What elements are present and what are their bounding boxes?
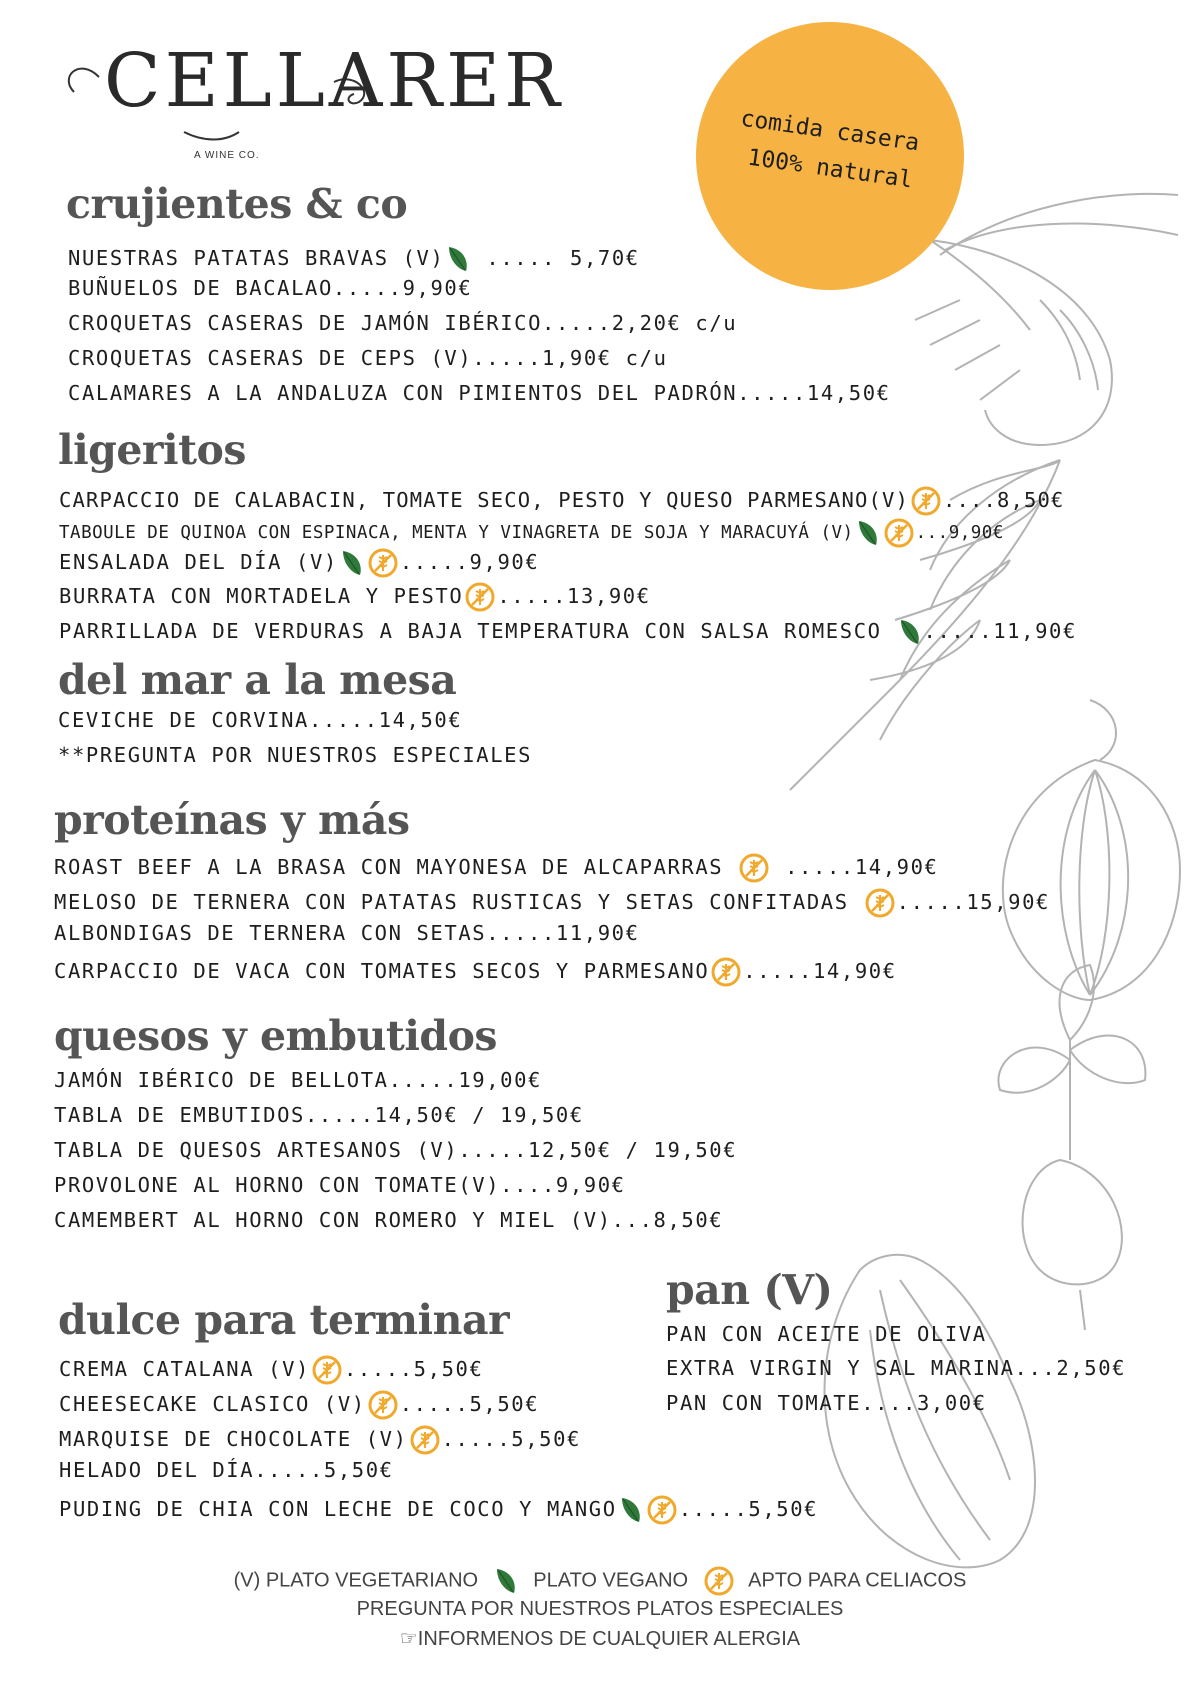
gluten-free-icon	[865, 888, 895, 918]
legend-line-3: ☞INFORMENOS DE CUALQUIER ALERGIA	[399, 1628, 801, 1650]
gluten-free-icon	[368, 548, 398, 578]
section-title-crujientes: crujientes & co	[66, 180, 408, 228]
menu-item: ROAST BEEF A LA BRASA CON MAYONESA DE ALCAPARRAS .....14,90€	[54, 853, 938, 883]
brand-name: CELLARER	[104, 38, 564, 124]
menu-item: PROVOLONE AL HORNO CON TOMATE(V)....9,90€	[54, 1173, 626, 1197]
legend-celiac: APTO PARA CELIACOS	[748, 1569, 967, 1592]
menu-item: HELADO DEL DÍA.....5,50€	[59, 1458, 394, 1482]
menu-item: CHEESECAKE CLASICO (V) .....5,50€	[59, 1390, 539, 1420]
section-title-pan: pan (V)	[666, 1266, 833, 1314]
menu-item: PUDING DE CHIA CON LECHE DE COCO Y MANGO .....5,50€	[59, 1495, 818, 1525]
vegan-leaf-icon	[898, 617, 922, 647]
beet-drawing	[998, 965, 1145, 1330]
vegan-leaf-icon	[446, 244, 470, 274]
vegan-leaf-icon	[856, 518, 880, 548]
menu-item: **PREGUNTA POR NUESTROS ESPECIALES	[58, 743, 533, 767]
section-title-quesos: quesos y embutidos	[54, 1012, 498, 1060]
section-title-dulce: dulce para terminar	[58, 1296, 510, 1344]
gluten-free-icon	[465, 582, 495, 612]
section-title-mar: del mar a la mesa	[58, 656, 457, 704]
menu-item: TABLA DE EMBUTIDOS.....14,50€ / 19,50€	[54, 1103, 584, 1127]
gluten-free-icon	[711, 957, 741, 987]
menu-item: ENSALADA DEL DÍA (V) .....9,90€	[59, 548, 539, 578]
menu-item: CROQUETAS CASERAS DE CEPS (V).....1,90€ c/u	[68, 346, 668, 370]
vegan-leaf-icon	[340, 548, 364, 578]
legend-vegan: PLATO VEGANO	[533, 1569, 689, 1592]
menu-item: ALBONDIGAS DE TERNERA CON SETAS.....11,90€	[54, 921, 640, 945]
section-title-proteinas: proteínas y más	[54, 796, 410, 844]
gluten-free-icon	[884, 518, 914, 548]
shrimp-drawing	[915, 194, 1178, 445]
menu-item: PAN CON ACEITE DE OLIVA	[666, 1322, 987, 1346]
gluten-free-icon	[739, 853, 769, 883]
legend-vegetarian: (V) PLATO VEGETARIANO	[233, 1569, 479, 1592]
homemade-badge	[696, 22, 964, 290]
menu-item: CEVICHE DE CORVINA.....14,50€	[58, 708, 463, 732]
menu-item: TABOULE DE QUINOA CON ESPINACA, MENTA Y VINAGRETA DE SOJA Y MARACUYÁ (V) ...9,90€	[59, 518, 1004, 548]
legend-line-1	[0, 1566, 1200, 1596]
legend-line-2: PREGUNTA POR NUESTROS PLATOS ESPECIALES	[356, 1598, 844, 1620]
section-title-ligeritos: ligeritos	[58, 426, 246, 474]
vegan-leaf-icon	[494, 1566, 518, 1596]
menu-item: CREMA CATALANA (V) .....5,50€	[59, 1355, 483, 1385]
brand-tagline: A WINE CO.	[194, 150, 260, 161]
menu-item: BUÑUELOS DE BACALAO.....9,90€	[68, 276, 473, 300]
gluten-free-icon	[911, 486, 941, 516]
menu-item: NUESTRAS PATATAS BRAVAS (V) ..... 5,70€	[68, 244, 640, 274]
menu-item: TABLA DE QUESOS ARTESANOS (V).....12,50€ / 19,50€	[54, 1138, 738, 1162]
gluten-free-icon	[704, 1566, 734, 1596]
gluten-free-icon	[312, 1355, 342, 1385]
gluten-free-icon	[368, 1390, 398, 1420]
vegan-leaf-icon	[619, 1495, 643, 1525]
menu-item: BURRATA CON MORTADELA Y PESTO .....13,90€	[59, 582, 651, 612]
menu-item: EXTRA VIRGIN Y SAL MARINA...2,50€	[666, 1356, 1127, 1380]
gluten-free-icon	[410, 1425, 440, 1455]
gluten-free-icon	[647, 1495, 677, 1525]
menu-item: PARRILLADA DE VERDURAS A BAJA TEMPERATURA CON SALSA ROMESCO .....11,90€	[59, 617, 1077, 647]
menu-item: CROQUETAS CASERAS DE JAMÓN IBÉRICO.....2,20€ c/u	[68, 311, 738, 335]
menu-item: MELOSO DE TERNERA CON PATATAS RUSTICAS Y SETAS CONFITADAS .....15,90€	[54, 888, 1050, 918]
menu-item: MARQUISE DE CHOCOLATE (V) .....5,50€	[59, 1425, 581, 1455]
badge-line-1: comida casera	[739, 105, 921, 157]
menu-item: PAN CON TOMATE....3,00€	[666, 1391, 987, 1415]
logo	[64, 22, 564, 172]
menu-item: JAMÓN IBÉRICO DE BELLOTA.....19,00€	[54, 1068, 542, 1092]
menu-item: CALAMARES A LA ANDALUZA CON PIMIENTOS DEL PADRÓN.....14,50€	[68, 381, 891, 405]
menu-item: CARPACCIO DE VACA CON TOMATES SECOS Y PARMESANO .....14,90€	[54, 957, 897, 987]
onion-drawing	[1003, 700, 1180, 1000]
menu-item: CARPACCIO DE CALABACIN, TOMATE SECO, PESTO Y QUESO PARMESANO(V) ....8,50€	[59, 486, 1064, 516]
menu-item: CAMEMBERT AL HORNO CON ROMERO Y MIEL (V)...8,50€	[54, 1208, 724, 1232]
badge-line-2: 100% natural	[745, 144, 915, 194]
